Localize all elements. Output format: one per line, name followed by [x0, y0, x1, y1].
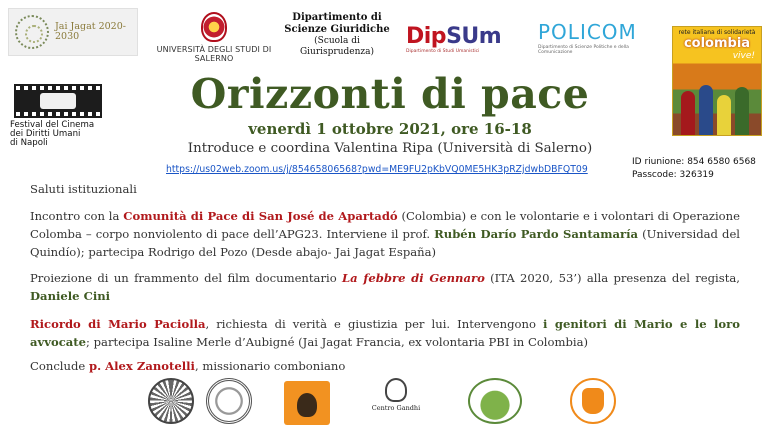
poster-figure [717, 95, 731, 135]
program-item-meeting [30, 208, 740, 262]
unisa-logo [148, 12, 280, 64]
gandhi-head-icon [385, 378, 407, 402]
meeting-info [632, 156, 756, 181]
text-run: , richiesta di verità e giustizia per lui. Intervengono [205, 317, 544, 331]
centro-gandhi-label: Centro Gandhi [371, 404, 421, 412]
dipsum-wordmark [406, 24, 526, 49]
dsg-line1: Dipartimento di [292, 12, 382, 23]
festival-label [10, 121, 108, 148]
film-title: La febbre di Gennaro [342, 271, 485, 285]
dipsum-logo [406, 24, 526, 54]
centro-gandhi-logo [368, 378, 424, 424]
text-run: , missionario comboniano [194, 359, 346, 373]
unisa-crest-icon [201, 12, 227, 42]
dsg-line3: (Scuola di Giurisprudenza) [299, 36, 375, 57]
director-name: Daniele Cini [30, 288, 111, 303]
dsg-line2: Scienze Giuridiche [284, 24, 390, 35]
face-icon [297, 393, 317, 417]
poster-figure [735, 87, 749, 135]
circular-seal-logo [148, 378, 194, 424]
meeting-passcode: Passcode: 326319 [632, 169, 714, 180]
colombia-line2: colombia [683, 36, 751, 51]
festival-line2: dei Diritti Umani [10, 129, 81, 140]
dipsum-b: SUm [446, 24, 502, 49]
colombia-line1: rete italiana di solidarietà [678, 29, 756, 36]
closing-speaker: p. Alex Zanotelli [88, 359, 195, 373]
jai-jagat-seal-icon [15, 15, 49, 49]
program-greetings: Saluti istituzionali [30, 182, 137, 196]
hand-icon [582, 388, 604, 414]
memorial-title: Ricordo di Mario Paciolla [30, 317, 206, 331]
colombia-vive-poster [672, 26, 762, 136]
text-run: ; partecipa Isaline Merle d’Aubigné (Jai Jagat Francia, ex volontaria PBI in Colombia) [86, 334, 589, 349]
dipsum-a: Dip [406, 24, 447, 49]
dsg-department-label [283, 12, 391, 58]
poster-figure [699, 85, 713, 135]
text-run: Incontro con la [30, 209, 124, 223]
round-emblem-logo [206, 378, 252, 424]
text-run: (Universidad del Quindío); partecipa Rodrigo del Pozo (Desde abajo- Jai Jagat España) [30, 226, 741, 259]
jai-jagat-title: Jai Jagat 2020-2030 [55, 20, 126, 42]
speaker-name: Rubén Darío Pardo Santamaría [434, 226, 639, 241]
dipsum-sub: Dipartimento di Studi Umanistici [406, 49, 480, 54]
festival-line3: di Napoli [10, 138, 48, 149]
portrait-badge-logo [284, 381, 330, 425]
community-name: Comunità di Pace di San José de Apartadó [123, 209, 398, 223]
policom-logo [538, 22, 662, 55]
poster-figure [681, 91, 695, 135]
film-strip-icon [14, 84, 102, 118]
policom-sub: Dipartimento di Scienze Politiche e della Comunicazione [538, 45, 629, 55]
meeting-id: ID riunione: 854 6580 6568 [632, 157, 756, 167]
text-run: (ITA 2020, 53’) alla presenza del regista, [484, 271, 740, 285]
text-run: Conclude [30, 359, 89, 373]
program-item-memorial [30, 316, 740, 352]
program-item-film [30, 270, 740, 306]
program-item-closing [30, 358, 740, 376]
unisa-label: UNIVERSITÀ DEGLI STUDI DI SALERNO [156, 45, 272, 63]
festival-line1: Festival del Cinema [10, 120, 95, 130]
event-title: Orizzonti di pace [190, 70, 590, 118]
text-run: Proiezione di un frammento del film documentario [30, 271, 343, 285]
hand-logo [570, 378, 616, 424]
colombia-line3: vive! [732, 51, 755, 61]
people-icon [40, 93, 76, 109]
speakers-parents: i genitori di Mario e le loro avvocate [30, 317, 740, 349]
community-seal-logo [468, 378, 522, 424]
policom-wordmark: POLICOM [538, 20, 637, 44]
festival-logo [10, 84, 108, 148]
jai-jagat-logo [8, 8, 138, 56]
text-run: (Colombia) e con le volontarie e i volontari di Operazione Colomba – corpo nonviolento di pace dell’APG23. Interviene il prof. [30, 209, 740, 241]
event-date: venerdì 1 ottobre 2021, ore 16-18 [248, 120, 532, 138]
event-intro: Introduce e coordina Valentina Ripa (Università di Salerno) [187, 141, 593, 156]
zoom-link[interactable]: https://us02web.zoom.us/j/85465806568?pwd=ME9FU2pKbVQ0ME5HK3pRZjdwbDBFQT09 [166, 164, 588, 175]
